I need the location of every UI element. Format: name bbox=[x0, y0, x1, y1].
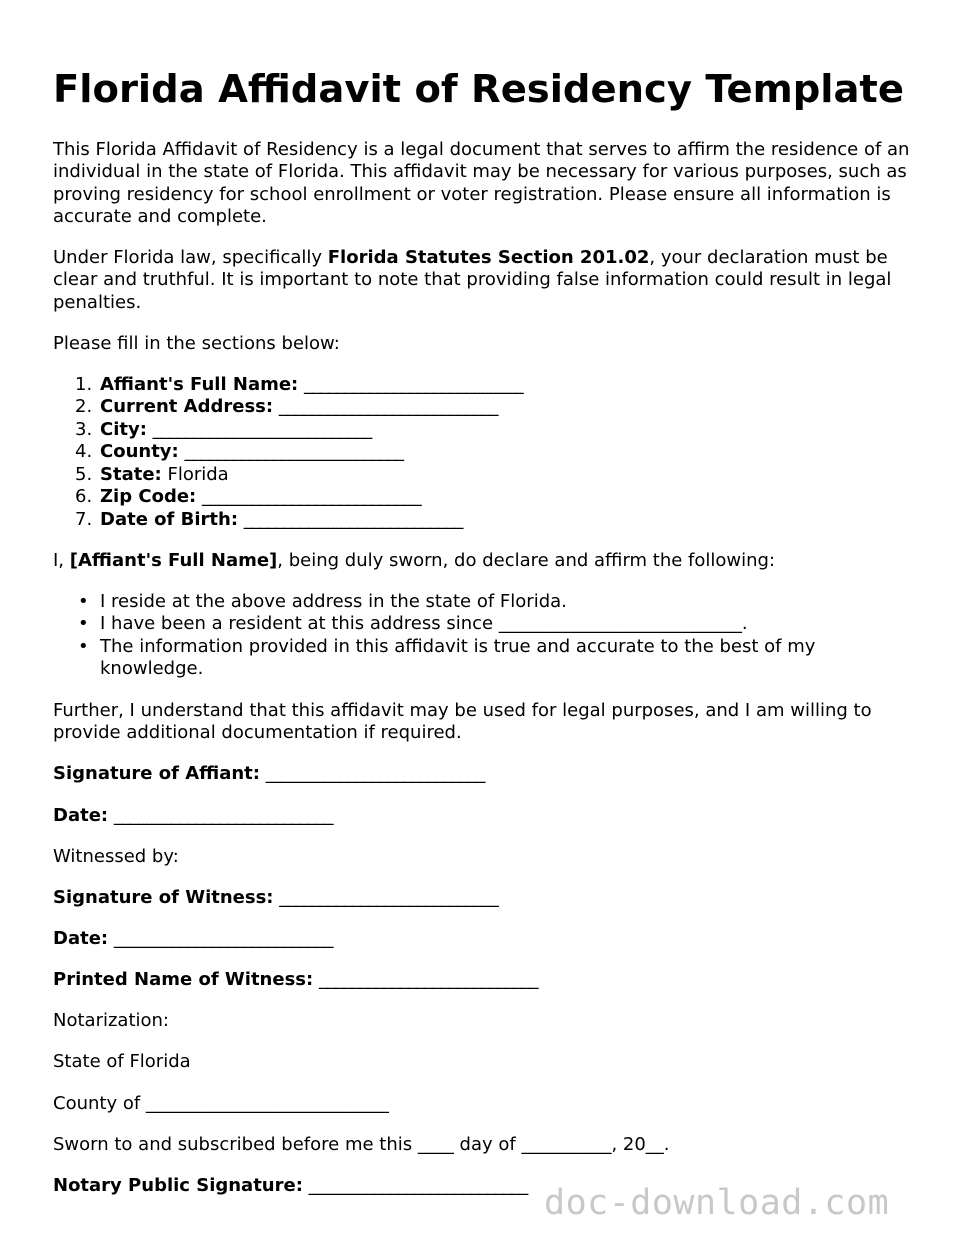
date-line: Date: ___________________________ bbox=[53, 805, 333, 826]
affiant-name-placeholder: [Affiant's Full Name] bbox=[69, 550, 278, 571]
notarization-heading: Notarization: bbox=[53, 1010, 169, 1031]
law-paragraph bbox=[53, 247, 913, 314]
witness-printed-name-line: Printed Name of Witness: ___________________________ bbox=[53, 969, 538, 990]
witness-printed-name-field[interactable]: ___________________________ bbox=[318, 969, 538, 990]
field-blank[interactable]: ___________________________ bbox=[304, 374, 523, 395]
notary-signature-line: Notary Public Signature: ___________________________ bbox=[53, 1175, 528, 1196]
date-field[interactable]: ___________________________ bbox=[113, 805, 333, 826]
affiant-signature-field[interactable]: ___________________________ bbox=[265, 763, 485, 784]
bullet-icon: • bbox=[78, 591, 89, 612]
list-item: 6. Zip Code: ___________________________ bbox=[75, 486, 421, 507]
list-item: 1. Affiant's Full Name: ___________________________ bbox=[75, 374, 523, 395]
witness-date-line: Date: ___________________________ bbox=[53, 928, 333, 949]
field-blank[interactable]: ___________________________ bbox=[278, 396, 498, 417]
field-label: State: bbox=[100, 464, 162, 485]
list-item: 2. Current Address: ___________________________ bbox=[75, 396, 498, 417]
witness-signature-line: Signature of Witness: ___________________________ bbox=[53, 887, 498, 908]
field-value: Florida bbox=[167, 464, 229, 485]
affiant-signature-line: Signature of Affiant: ___________________________ bbox=[53, 763, 485, 784]
law-prefix: Under Florida law, specifically bbox=[53, 247, 328, 268]
bullet-icon: • bbox=[78, 613, 89, 634]
witness-date-field[interactable]: ___________________________ bbox=[113, 928, 333, 949]
field-label: Affiant's Full Name: bbox=[100, 374, 299, 395]
law-suffix: , your declaration must be clear and truthful. It is important to note that providing false information could result in legal penalties. bbox=[53, 247, 892, 313]
field-blank[interactable]: ___________________________ bbox=[152, 419, 372, 440]
field-label: City: bbox=[100, 419, 147, 440]
list-item: 5. State: Florida bbox=[75, 464, 229, 485]
field-blank[interactable]: ___________________________ bbox=[243, 509, 463, 530]
notary-signature-field[interactable]: ___________________________ bbox=[308, 1175, 528, 1196]
bullet-icon: • bbox=[78, 636, 89, 657]
page-title: Florida Affidavit of Residency Template bbox=[53, 67, 904, 112]
intro-paragraph: This Florida Affidavit of Residency is a legal document that serves to affirm the residence of an individual in the state of Florida. This affidavit may be necessary for various purposes, such as proving residency for school enrollment or voter registration. Please ensure all information is accurate and complete. bbox=[53, 139, 910, 228]
list-item: 7. Date of Birth: ___________________________ bbox=[75, 509, 463, 530]
declaration-paragraph: I, [Affiant's Full Name], being duly sworn, do declare and affirm the following: bbox=[53, 550, 776, 571]
state-line: State of Florida bbox=[53, 1051, 191, 1072]
field-label: Date of Birth: bbox=[100, 509, 239, 530]
field-label: County: bbox=[100, 441, 179, 462]
fill-prompt: Please fill in the sections below: bbox=[53, 333, 340, 354]
witness-signature-field[interactable]: ___________________________ bbox=[279, 887, 498, 908]
watermark: doc-download.com bbox=[544, 1183, 890, 1223]
list-item: 4. County: ___________________________ bbox=[75, 441, 404, 462]
list-item: • I have been a resident at this address since ___________________________. bbox=[78, 613, 748, 634]
witnessed-by-label: Witnessed by: bbox=[53, 846, 179, 867]
field-blank[interactable]: ___________________________ bbox=[201, 486, 421, 507]
county-line: County of ___________________________ bbox=[53, 1093, 389, 1114]
list-item: • I reside at the above address in the state of Florida. bbox=[78, 591, 567, 612]
field-label: Zip Code: bbox=[100, 486, 197, 507]
statute-reference: Florida Statutes Section 201.02 bbox=[327, 247, 650, 268]
list-item: 3. City: ___________________________ bbox=[75, 419, 372, 440]
field-label: Current Address: bbox=[100, 396, 274, 417]
field-blank[interactable]: ___________________________ bbox=[184, 441, 404, 462]
further-paragraph: Further, I understand that this affidavit may be used for legal purposes, and I am willing to provide additional documentation if required. bbox=[53, 700, 872, 744]
list-item: • The information provided in this affidavit is true and accurate to the best of my knowledge. bbox=[78, 636, 816, 680]
sworn-line: Sworn to and subscribed before me this ____ day of __________, 20__. bbox=[53, 1134, 670, 1155]
